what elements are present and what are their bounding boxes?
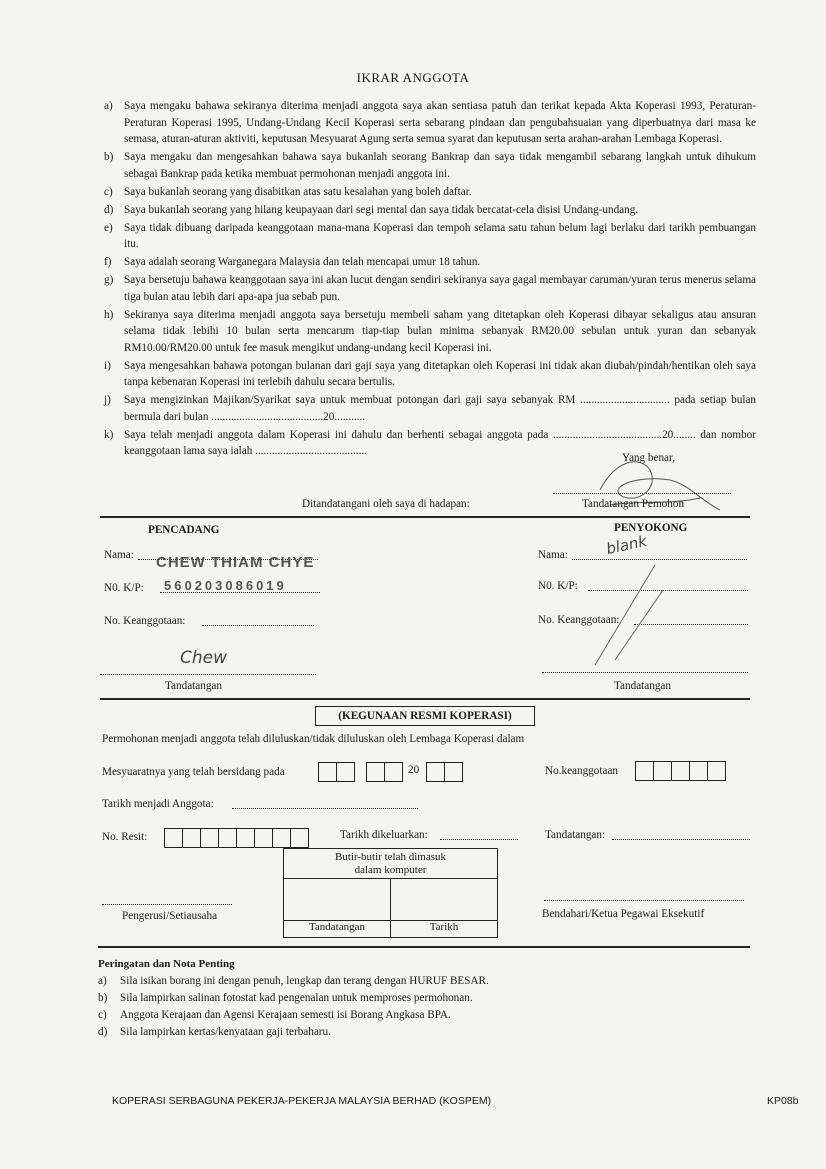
proposer-ic-label: N0. K/P: — [104, 582, 144, 594]
issued-date-label: Tarikh dikeluarkan: — [340, 829, 428, 841]
divider-line-2 — [100, 698, 750, 700]
clause-text: Saya bukanlah seorang yang disabitkan atas satu kesalahan yang boleh daftar. — [124, 185, 472, 198]
computer-date-label: Tarikh — [429, 921, 459, 933]
proposer-name-stamp: CHEW THIAM CHYE — [156, 554, 315, 571]
proposer-signature-label: Tandatangan — [165, 680, 222, 692]
clause-item — [104, 307, 756, 357]
note-text: Sila lampirkan salinan fotostat kad pengenalan untuk memproses permohonan. — [120, 992, 473, 1004]
official-signature-label: Tandatangan: — [545, 829, 606, 841]
clause-letter: e) — [104, 221, 113, 234]
treasurer-label: Bendahari/Ketua Pegawai Eksekutif — [542, 908, 705, 920]
chair-label: Pengerusi/Setiausaha — [122, 910, 218, 922]
seconder-name-label: Nama: — [538, 549, 568, 561]
clause-item — [104, 392, 756, 425]
date-member-label: Tarikh menjadi Anggota: — [102, 798, 214, 810]
notes-list — [98, 973, 698, 1041]
proposer-membership-field[interactable] — [202, 625, 314, 626]
chair-signature-line[interactable] — [102, 904, 232, 905]
clause-text: Saya mengaku bahawa sekiranya diterima menjadi anggota saya akan sentiasa patuh dan terikat kepada Akta Koperasi 1993, Peraturan-Peraturan Koperasi 1995, Undang-Undang Kecil Koperasi serta sebarang pindaan dan pengubahsuaian yang diperbuatnya dari masa ke semasa, aturan-aturan aktiviti, keputusan Mesyuarat Agung serta semua syarat dan keputusan serta arahan-arahan Lembaga Koperasi. — [124, 100, 756, 145]
clause-text: Saya adalah seorang Warganegara Malaysia dan telah mencapai umur 18 tahun. — [124, 256, 481, 268]
meeting-year-cells[interactable] — [426, 762, 463, 782]
divider-line-3 — [98, 946, 750, 948]
treasurer-signature-line[interactable] — [544, 900, 744, 901]
note-text: Anggota Kerajaan dan Agensi Kerajaan semesti isi Borang Angkasa BPA. — [120, 1009, 451, 1021]
clause-text: Saya mengaku dan mengesahkan bahawa saya bukanlah seorang Bankrap dan saya tidak mengambil sebarang langkah untuk dihukum sebagai Bankrap pada ketika membuat permohonan menjadi anggota ini. — [124, 151, 756, 180]
clause-text: Saya mengizinkan Majikan/Syarikat saya untuk membuat potongan dari gaji saya sebanyak RM ................................ pada setiap bulan bermula dari bulan ........................................20........... — [124, 394, 756, 423]
clause-item — [104, 98, 756, 148]
clause-letter: a) — [104, 100, 113, 112]
clause-letter: j) — [104, 394, 111, 406]
seconder-heading: PENYOKONG — [614, 522, 688, 534]
note-text: Sila isikan borang ini dengan penuh, lengkap dan terang dengan HURUF BESAR. — [120, 975, 489, 987]
divider-line — [100, 516, 750, 518]
clause-item — [104, 202, 756, 219]
declaration-clauses — [104, 98, 756, 461]
clause-letter: h) — [104, 308, 114, 321]
official-use-heading: (KEGUNAAN RESMI KOPERASI) — [315, 706, 535, 726]
clause-letter: c) — [104, 185, 113, 198]
computer-entry-box — [283, 848, 498, 938]
meeting-month-cells[interactable] — [366, 762, 403, 782]
seconder-strike-lines — [585, 560, 665, 670]
receipt-cells[interactable] — [164, 828, 309, 848]
clause-letter: g) — [104, 274, 114, 286]
notes-section — [98, 956, 698, 1041]
proposer-ic-stamp: 560203086019 — [164, 578, 287, 593]
clause-text: Saya telah menjadi anggota dalam Koperasi ini dahulu dan berhenti sebagai anggota pada .......................................20........ dan nombor keanggotaan lama saya ialah ........................................ — [124, 428, 756, 457]
member-no-label: No.keanggotaan — [545, 765, 619, 777]
note-letter: a) — [98, 975, 107, 987]
yang-benar-text: Yang benar, — [622, 452, 676, 464]
notes-heading: Peringatan dan Nota Penting — [98, 958, 235, 970]
form-title: IKRAR ANGGOTA — [356, 70, 470, 85]
clause-letter: i) — [104, 359, 111, 372]
proposer-name-label: Nama: — [104, 549, 134, 561]
seconder-ic-label: N0. K/P: — [538, 580, 578, 592]
meeting-label: Mesyuaratnya yang telah bersidang pada — [102, 766, 285, 778]
clause-item — [104, 220, 756, 253]
footer-org: KOPERASI SERBAGUNA PEKERJA-PEKERJA MALAYSIA BERHAD (KOSPEM) — [112, 1095, 492, 1107]
signed-before-text: Ditandatangani oleh saya di hadapan: — [302, 498, 470, 510]
clause-letter: b) — [104, 151, 114, 163]
note-letter: b) — [98, 992, 108, 1004]
applicant-signature-label: Tandatangan Pemohon — [582, 498, 685, 510]
proposer-heading: PENCADANG — [148, 524, 220, 536]
note-text: Sila lampirkan kertas/kenyataan gaji terbaharu. — [120, 1026, 331, 1038]
date-member-field[interactable] — [232, 808, 418, 809]
clause-text: Saya tidak dibuang daripada keanggotaan mana-mana Koperasi dan tempoh selama satu tahun belum lagi berlaku dari tarikh pembuangan itu. — [124, 221, 756, 250]
clause-text: Sekiranya saya diterima menjadi anggota saya bersetuju membeli saham yang ditetapkan oleh Koperasi dibayar sekaligus atau ansuran selama tidak lebihi 10 bulan serta mencarum tiap-tiap bulan minima sebanyak RM20.00 sebulan untuk yuran dan sebanyak RM10.00/RM20.00 untuk fee masuk mengikut undang-undang kecil Koperasi ini. — [124, 308, 756, 354]
footer-code: KP08b — [767, 1095, 799, 1107]
note-item — [98, 1024, 698, 1041]
clause-text: Saya bukanlah seorang yang hilang keupayaan dari segi mental dan saya tidak bercatat-cela disisi Undang-undang. — [124, 203, 639, 216]
proposer-signature-line[interactable] — [100, 674, 316, 675]
meeting-year-prefix: 20 — [408, 764, 420, 776]
applicant-signature-line[interactable] — [553, 493, 731, 494]
clause-text: Saya bersetuju bahawa keanggotaan saya ini akan lucut dengan sendiri sekiranya saya gagal membayar caruman/yuran terus menerus selama tiga bulan atau lebih dari apa-apa jua sebab pun. — [124, 274, 756, 303]
seconder-name-handwriting: blank — [604, 531, 649, 559]
clause-item — [104, 149, 756, 182]
clause-text: Saya mengesahkan bahawa potongan bulanan dari gaji saya yang ditetapkan oleh Koperasi ini tidak akan diubah/pindah/hentikan oleh saya tanpa kebenaran Koperasi ini terlebih dahulu secara bertulis. — [124, 359, 756, 388]
note-letter: c) — [98, 1009, 107, 1021]
note-letter: d) — [98, 1026, 108, 1038]
note-item — [98, 1007, 698, 1024]
computer-box-title — [284, 849, 497, 879]
meeting-day-cells[interactable] — [318, 762, 355, 782]
computer-box-title-text: Butir-butir telah dimasuk dalam komputer — [335, 851, 446, 876]
clause-letter: f) — [104, 256, 112, 268]
official-signature-field[interactable] — [612, 839, 750, 840]
receipt-label: No. Resit: — [102, 831, 148, 843]
clause-letter: k) — [104, 428, 114, 441]
proposer-signature: Chew — [180, 648, 228, 668]
clause-item — [104, 254, 756, 271]
clause-item — [104, 184, 756, 201]
clause-item — [104, 272, 756, 305]
computer-sign-label: Tandatangan — [308, 921, 366, 933]
issued-date-field[interactable] — [440, 839, 518, 840]
proposer-membership-label: No. Keanggotaan: — [104, 615, 186, 627]
clause-item — [104, 358, 756, 391]
approval-text: Permohonan menjadi anggota telah diluluskan/tidak diluluskan oleh Lembaga Koperasi dalam — [102, 733, 525, 745]
seconder-signature-label: Tandatangan — [614, 680, 671, 692]
clause-letter: d) — [104, 203, 114, 216]
member-no-cells[interactable] — [635, 761, 726, 781]
seconder-membership-label: No. Keanggotaan: — [538, 614, 620, 626]
note-item — [98, 990, 698, 1007]
seconder-signature-line[interactable] — [542, 672, 748, 673]
note-item — [98, 973, 698, 990]
